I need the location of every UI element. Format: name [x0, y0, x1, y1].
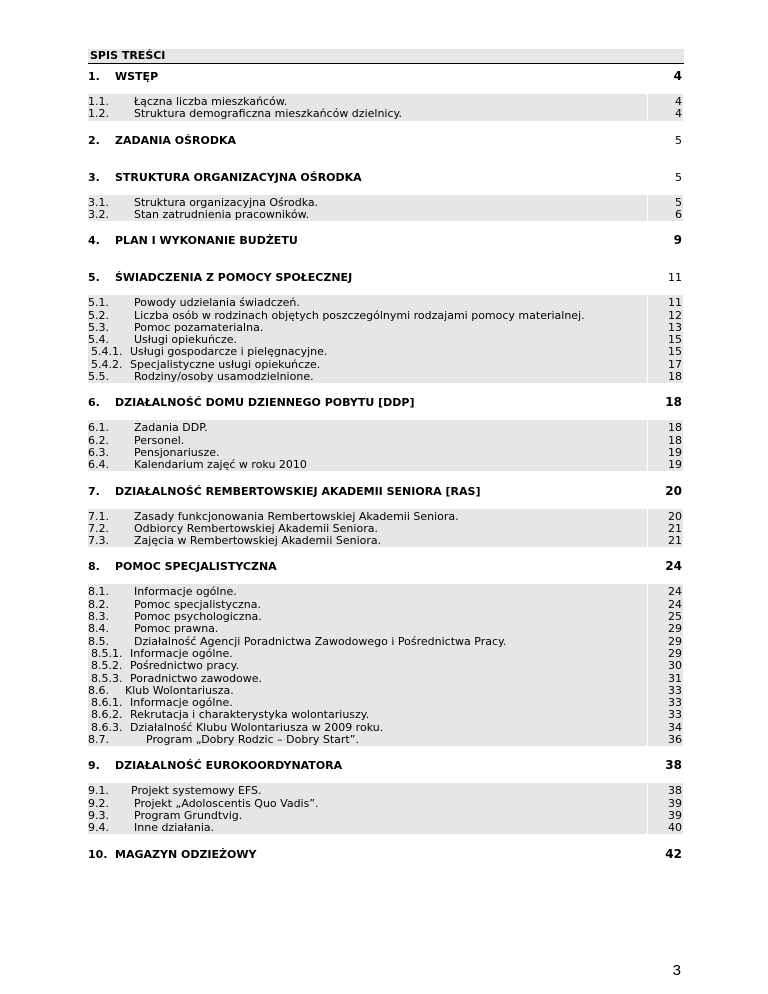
toc-page: 18	[668, 370, 682, 383]
toc-subsection-number: 5.4.	[88, 333, 109, 347]
toc-subsection-number: 5.4.2.	[91, 357, 123, 371]
toc-page: 33	[668, 708, 682, 722]
toc-page: 5	[675, 133, 682, 147]
toc-section-number: 8.	[88, 560, 100, 574]
toc-subsection-title: Usługi gospodarcze i pielęgnacyjne.	[130, 345, 328, 359]
toc-subsection-title: Informacje ogólne.	[130, 646, 233, 660]
toc-section-title: POMOC SPECJALISTYCZNA	[115, 560, 277, 574]
toc-subsection-title: Odbiorcy Rembertowskiej Akademii Seniora.	[134, 521, 378, 535]
toc-subsection-title: Projekt „Adoloscentis Quo Vadis”.	[134, 796, 319, 810]
toc-page: 9	[673, 233, 682, 248]
toc-subsection-number: 9.2.	[88, 796, 109, 810]
toc-subsection-number: 1.2.	[88, 107, 109, 121]
toc-subsection-number: 9.4.	[88, 821, 109, 835]
toc-subsection-title: Informacje ogólne.	[130, 696, 233, 710]
toc-subsection-number: 6.4.	[88, 458, 109, 472]
toc-page: 5	[675, 170, 682, 184]
toc-page: 38	[665, 758, 682, 773]
toc-subsection-number: 8.5.3.	[91, 671, 123, 685]
toc-subsection-number: 5.3.	[88, 320, 109, 334]
toc-page: 15	[668, 345, 682, 359]
toc-page: 4	[673, 69, 682, 83]
toc-subsection-number: 3.1.	[88, 195, 109, 209]
toc-section-number: 1.	[88, 70, 100, 83]
toc-subsection-number: 9.3.	[88, 808, 109, 822]
toc-subsection-number: 8.6.1.	[91, 696, 123, 710]
toc-page: 30	[668, 659, 682, 673]
toc-subsection-number: 8.6.	[88, 683, 109, 697]
toc-page: 25	[668, 610, 682, 623]
toc-subsection-number: 7.2.	[88, 521, 109, 535]
toc-page: 40	[668, 821, 682, 835]
toc-section-number: 9.	[88, 759, 100, 773]
toc-subsection-title: Usługi opiekuńcze.	[134, 333, 238, 347]
toc-subsection-number: 8.1.	[88, 585, 109, 599]
toc-page: 38	[668, 784, 682, 798]
toc-subsection-number: 5.1.	[88, 296, 109, 310]
toc-section-title: DZIAŁALNOŚĆ REMBERTOWSKIEJ AKADEMII SENIORA [RAS]	[115, 484, 481, 498]
toc-subsection-title: Łączna liczba mieszkańców.	[134, 95, 288, 108]
toc-subsection-title: Zasady funkcjonowania Rembertowskiej Akademii Seniora.	[134, 509, 459, 523]
toc-subsection-number: 3.2.	[88, 207, 109, 221]
toc-subsection-number: 8.5.1.	[91, 646, 123, 660]
toc-section-title: DZIAŁALNOŚĆ DOMU DZIENNEGO POBYTU [DDP]	[115, 396, 415, 410]
toc-page: 6	[675, 207, 682, 221]
toc-page: 31	[668, 671, 682, 685]
toc-subsection-number: 5.2.	[88, 308, 109, 322]
toc-page: 5	[675, 195, 682, 209]
toc-page: 11	[668, 296, 682, 310]
toc-subsection-title: Struktura demograficzna mieszkańców dzielnicy.	[134, 107, 402, 121]
toc-subsection-title: Rodziny/osoby usamodzielnione.	[134, 370, 314, 383]
toc-subsection-number: 1.1.	[88, 95, 109, 108]
toc-subsection-title: Działalność Agencji Poradnictwa Zawodowego i Pośrednictwa Pracy.	[134, 634, 507, 648]
toc-subsection-title: Inne działania.	[134, 821, 215, 835]
toc-subsection-number: 8.5.	[88, 634, 109, 648]
toc-subsection-number: 6.2.	[88, 433, 109, 447]
toc-subsection-title: Liczba osób w rodzinach objętych poszczególnymi rodzajami pomocy materialnej.	[134, 308, 585, 322]
toc-section-number: 7.	[88, 484, 100, 498]
toc-page: 12	[668, 308, 682, 322]
toc-page: 33	[668, 696, 682, 710]
toc-page: 24	[665, 559, 682, 574]
toc-page: 21	[668, 534, 682, 548]
toc-subsection-title: Kalendarium zajęć w roku 2010	[134, 458, 307, 472]
toc-subsection-title: Pomoc psychologiczna.	[134, 610, 262, 623]
toc-subsection-title: Personel.	[134, 433, 185, 447]
toc-page: 39	[668, 808, 682, 822]
toc-subsection-title: Działalność Klubu Wolontariusza w 2009 roku.	[130, 720, 384, 734]
toc-subsection-number: 7.3.	[88, 534, 109, 548]
toc-subsection-number: 8.2.	[88, 597, 109, 611]
toc-section-number: 4.	[88, 234, 100, 248]
toc-page: 42	[665, 846, 682, 861]
toc-subsection-title: Rekrutacja i charakterystyka wolontariuszy.	[130, 708, 370, 722]
toc-page: 4	[675, 107, 682, 121]
toc-subsection-title: Struktura organizacyjna Ośrodka.	[134, 195, 319, 209]
toc-page: 18	[668, 421, 682, 435]
toc-subsection-title: Pośrednictwo pracy.	[130, 659, 240, 673]
toc-subsection-number: 8.4.	[88, 622, 109, 636]
toc-subsection-title: Program Grundtvig.	[134, 808, 243, 822]
toc-section-title: ZADANIA OŚRODKA	[115, 133, 237, 147]
toc-page: 20	[668, 509, 682, 523]
toc-subsection-title: Specjalistyczne usługi opiekuńcze.	[130, 357, 321, 371]
page-number: 3	[672, 962, 681, 979]
toc-page: 21	[668, 521, 682, 535]
toc-section-number: 5.	[88, 271, 100, 285]
toc-subsection-title: Poradnictwo zawodowe.	[130, 671, 263, 685]
toc-page: 18	[665, 395, 682, 410]
toc-subsection-number: 5.4.1.	[91, 345, 123, 359]
toc-subsection-title: Projekt systemowy EFS.	[131, 784, 262, 798]
toc-section-title: PLAN I WYKONANIE BUDŻETU	[115, 234, 298, 248]
toc-subsection-number: 8.5.2.	[91, 659, 123, 673]
toc-subsection-number: 6.1.	[88, 421, 109, 435]
toc-subsection-title: Pensjonariusze.	[134, 445, 220, 459]
toc-page: 24	[668, 585, 682, 599]
toc-section-title: WSTĘP	[115, 70, 159, 83]
toc-subsection-number: 7.1.	[88, 509, 109, 523]
toc-subsection-title: Stan zatrudnienia pracowników.	[134, 207, 310, 221]
toc-page: 18	[668, 433, 682, 447]
toc-page: 29	[668, 622, 682, 636]
toc-subsection-title: Program „Dobry Rodzic – Dobry Start”.	[146, 733, 359, 746]
toc-page: 20	[665, 483, 682, 498]
toc-subsection-title: Pomoc specjalistyczna.	[134, 597, 261, 611]
toc-page: 39	[668, 796, 682, 810]
toc-subsection-number: 8.6.3.	[91, 720, 123, 734]
toc-section-number: 6.	[88, 396, 100, 410]
toc-subsection-title: Zajęcia w Rembertowskiej Akademii Seniora.	[134, 534, 382, 548]
toc-section-number: 3.	[88, 170, 100, 184]
toc-page: 19	[668, 458, 682, 472]
toc-subsection-number: 6.3.	[88, 445, 109, 459]
toc-page: 34	[668, 720, 682, 734]
toc-page: 29	[668, 646, 682, 660]
toc-page: 33	[668, 683, 682, 697]
toc-subsection-number: 8.6.2.	[91, 708, 123, 722]
toc-subsection-title: Informacje ogólne.	[134, 585, 237, 599]
toc-section-title: DZIAŁALNOŚĆ EUROKOORDYNATORA	[115, 759, 343, 773]
toc-page: 24	[668, 597, 682, 611]
toc-section-title: STRUKTURA ORGANIZACYJNA OŚRODKA	[115, 170, 362, 184]
toc-section-number: 10.	[88, 847, 108, 861]
toc-page: 19	[668, 445, 682, 459]
toc-page: 11	[668, 271, 682, 285]
toc-section-title: ŚWIADCZENIA Z POMOCY SPOŁECZNEJ	[115, 271, 353, 285]
toc-header	[88, 49, 684, 64]
toc-subsection-title: Pomoc prawna.	[134, 622, 219, 636]
toc-subsection-number: 9.1.	[88, 784, 109, 798]
toc-page: 13	[668, 320, 682, 334]
toc-subsection-title: Powody udzielania świadczeń.	[134, 296, 300, 310]
toc-title: SPIS TREŚCI	[90, 49, 166, 62]
toc-subsection-number: 8.3.	[88, 610, 109, 623]
toc-page: 15	[668, 333, 682, 347]
toc-subsection-number: 8.7.	[88, 733, 109, 746]
toc-subsection-title: Klub Wolontariusza.	[125, 683, 234, 697]
toc-page: 4	[675, 95, 682, 108]
toc-section-title: MAGAZYN ODZIEŻOWY	[115, 847, 257, 861]
toc-page: 36	[668, 733, 682, 746]
toc-subsection-title: Zadania DDP.	[134, 421, 208, 435]
toc-page: 17	[668, 357, 682, 371]
toc-subsection-title: Pomoc pozamaterialna.	[134, 320, 264, 334]
toc-section-number: 2.	[88, 133, 100, 147]
toc-subsection-number: 5.5.	[88, 370, 109, 383]
toc-page: 29	[668, 634, 682, 648]
